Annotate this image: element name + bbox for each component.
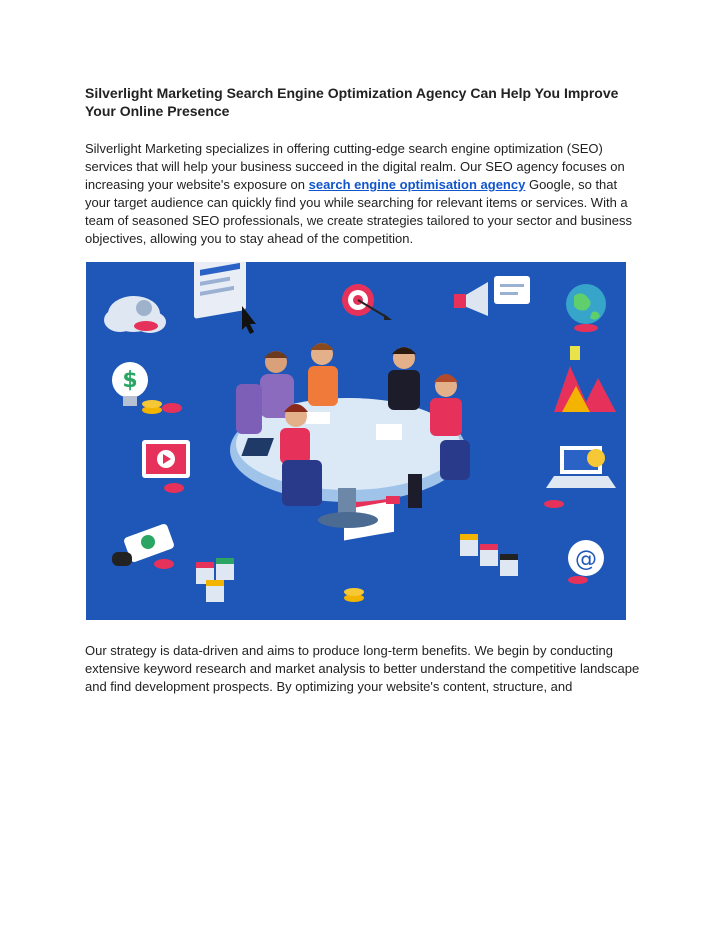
document-icon [552,444,558,450]
intro-text-start: Silverlight Marketing specializes in offering cutting-edge search engine optimization (SEO) services that will help your business succeed in the digital realm. Our SEO agency focuses on increasing your website's exposure on [85,141,625,192]
svg-text:$: $ [122,368,138,393]
intro-text-end: Google, so that your target audience can quickly find you while searching for relevant items or services. With a team of seasoned SEO professionals, we create strategies tailored to your sector and business objectives, allowing you to stay ahead of the competition. [85,177,633,246]
page-title: Silverlight Marketing Search Engine Optimization Agency Can Help You Improve Your Online Presence [85,85,619,119]
svg-text:@: @ [575,547,597,572]
seo-agency-link[interactable]: search engine optimisation agency [308,177,526,192]
hero-illustration [86,262,626,620]
strategy-paragraph: Our strategy is data-driven and aims to produce long-term benefits. We begin by conducting extensive keyword research and market analysis to better understand the competitive landscape and find development prospects. By optimizing your website's content, structure, and [85,643,640,694]
intro-paragraph [85,140,645,248]
